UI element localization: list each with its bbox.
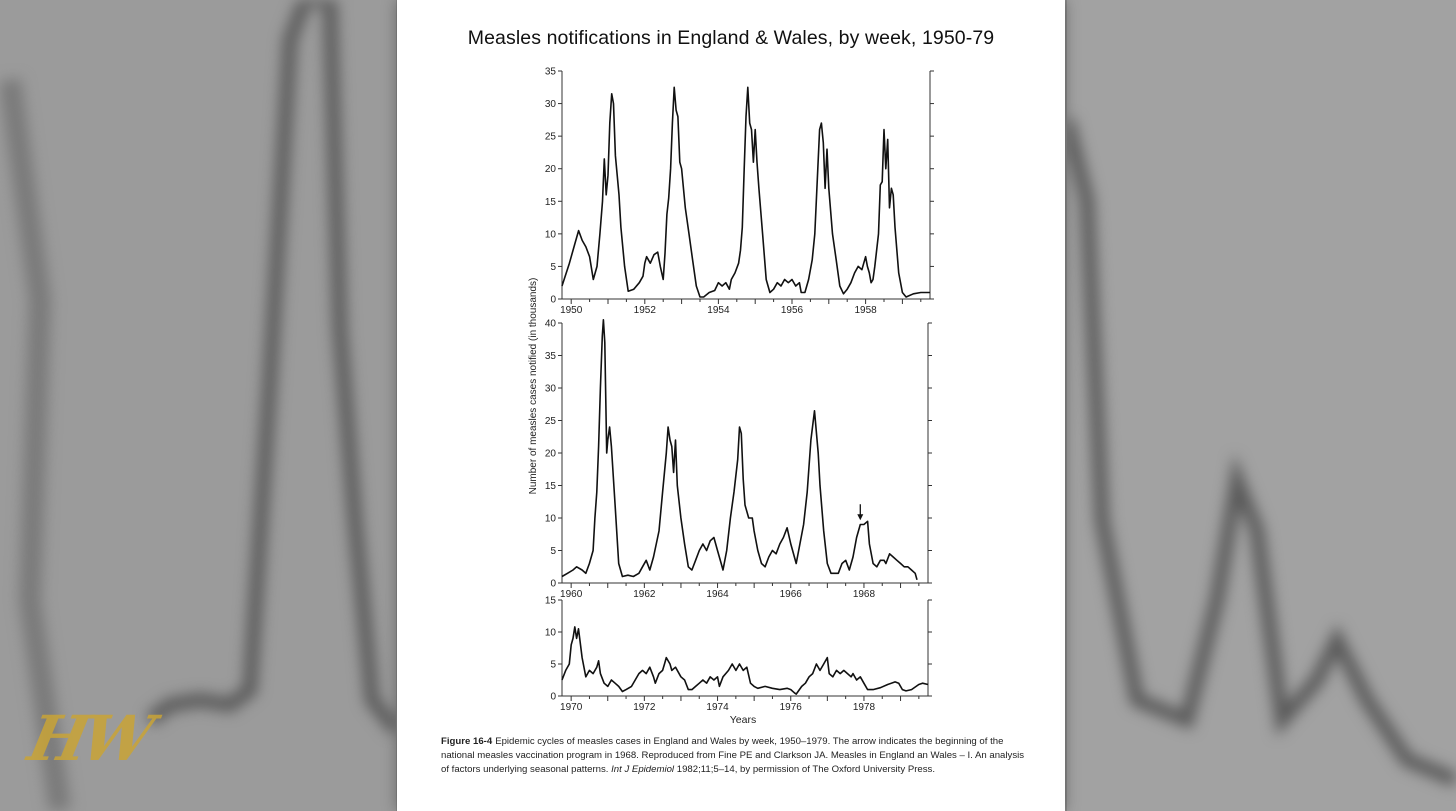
blurred-backdrop-left (0, 0, 396, 811)
x-tick-label: 1972 (633, 702, 656, 713)
x-tick-label: 1958 (854, 305, 877, 316)
panel-2 (545, 319, 932, 601)
panel-1 (545, 67, 934, 317)
y-tick-label: 5 (550, 546, 556, 557)
figure-caption-journal: Int J Epidemiol (611, 764, 675, 775)
page-title: Measles notifications in England & Wales, by week, 1950-79 (467, 27, 995, 49)
x-tick-label: 1964 (706, 589, 729, 600)
y-tick-label: 0 (550, 691, 556, 703)
y-tick-label: 30 (544, 99, 556, 111)
blurred-backdrop-left-graphic (0, 0, 396, 811)
x-tick-label: 1968 (852, 589, 876, 600)
y-tick-label: 15 (544, 481, 556, 492)
y-tick-label: 25 (544, 416, 556, 427)
figure-caption-label: Figure 16-4 (441, 736, 493, 747)
x-tick-label: 1976 (779, 702, 802, 713)
measles-chart (397, 0, 1065, 730)
x-tick-label: 1962 (633, 589, 656, 600)
blurred-backdrop-right (1067, 0, 1456, 811)
x-tick-label: 1952 (633, 305, 656, 316)
figure-caption (441, 735, 1031, 777)
y-tick-label: 0 (550, 578, 556, 590)
y-tick-label: 20 (544, 448, 556, 460)
y-tick-label: 35 (544, 351, 556, 362)
x-tick-label: 1960 (560, 589, 583, 600)
blurred-backdrop-right-graphic (1067, 0, 1456, 811)
y-tick-label: 0 (550, 294, 556, 306)
x-tick-label: 1966 (779, 589, 802, 600)
panel-3 (545, 596, 932, 727)
x-axis-title: Years (729, 714, 757, 726)
y-tick-label: 15 (544, 196, 556, 208)
x-tick-label: 1950 (560, 305, 583, 316)
x-tick-label: 1970 (560, 702, 583, 713)
series-line-2 (562, 320, 917, 580)
figure-caption-text: Epidemic cycles of measles cases in England and Wales by week, 1950–1979. The arrow indicates the beginning of the national measles vaccination program in 1968. Reproduced from Fine PE and Clarkson JA. Measles in England an Wales – I. An analysis of factors underlying seasonal patterns. (441, 736, 1025, 775)
series-line-3 (562, 627, 928, 694)
y-tick-label: 5 (550, 261, 556, 273)
watermark-logo: HW (22, 702, 155, 775)
y-tick-label: 10 (544, 627, 556, 639)
figure-caption-citation: 1982;11;5–14, by permission of The Oxford University Press. (676, 764, 936, 775)
x-tick-label: 1974 (706, 702, 729, 713)
vaccination-arrow-head (857, 514, 863, 520)
y-tick-label: 15 (544, 595, 556, 607)
x-tick-label: 1954 (707, 305, 730, 316)
y-tick-label: 25 (544, 131, 556, 143)
document-page (397, 0, 1065, 811)
series-line-1 (562, 87, 930, 297)
y-tick-label: 5 (550, 659, 556, 671)
x-tick-label: 1978 (852, 702, 876, 713)
y-tick-label: 30 (544, 383, 556, 395)
y-axis-title: Number of measles cases notified (in thousands) (528, 277, 539, 495)
y-tick-label: 20 (544, 164, 556, 176)
y-tick-label: 40 (544, 318, 556, 330)
x-tick-label: 1956 (780, 305, 804, 316)
y-tick-label: 10 (544, 513, 556, 525)
y-tick-label: 35 (544, 66, 556, 78)
y-tick-label: 10 (544, 229, 556, 241)
